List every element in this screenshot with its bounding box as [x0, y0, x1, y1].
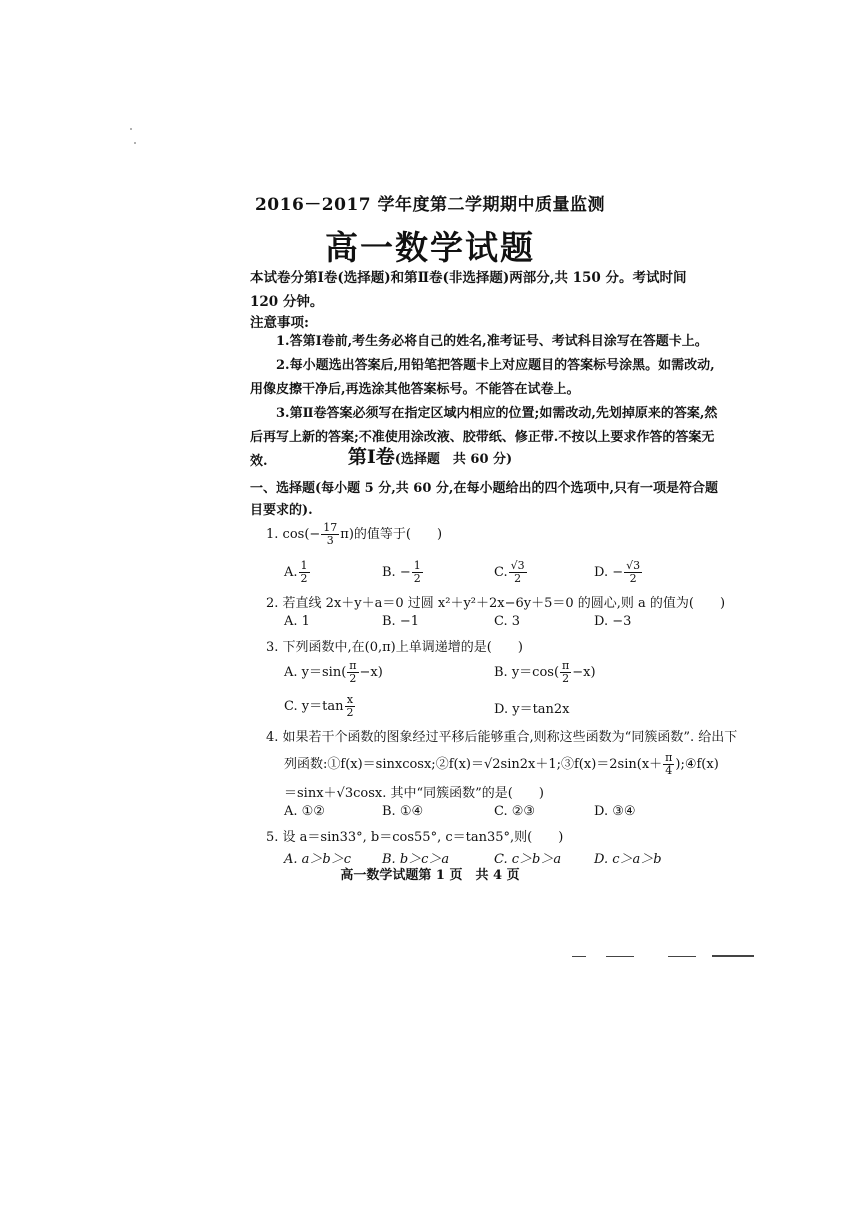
- q1-opt-d-den: 2: [629, 572, 637, 585]
- q3-opt-c-frac: [344, 694, 355, 719]
- q5-option-d: D. c＞a＞b: [594, 852, 662, 867]
- q4-option-d: D. ③④: [594, 804, 636, 819]
- q5-option-b: B. b＞c＞a: [382, 852, 450, 867]
- q1-fraction: [321, 522, 339, 547]
- section-title-sub: (选择题 共 60 分): [394, 452, 513, 467]
- question-1-stem: [266, 522, 442, 547]
- q3-option-c: [284, 694, 356, 719]
- q3-option-b: [494, 660, 596, 685]
- q3-opt-a-frac: [347, 660, 358, 685]
- q4-line2-frac: [663, 752, 674, 777]
- q4-line2-post: );④f(x): [675, 757, 719, 772]
- scan-smudge: [712, 955, 754, 957]
- q1-option-b: [382, 560, 424, 585]
- q2-option-b: B. −1: [382, 614, 419, 629]
- page-footer: 高一数学试题第 1 页 共 4 页: [340, 868, 520, 883]
- intro-paragraph: 本试卷分第Ⅰ卷(选择题)和第Ⅱ卷(非选择题)两部分,共 150 分。考试时间 120 分钟。: [250, 270, 687, 310]
- q1-opt-d-label: D. −: [594, 565, 624, 580]
- q1-opt-a-den: 2: [300, 572, 308, 585]
- q1-opt-b-den: 2: [413, 572, 421, 585]
- q1-opt-b-frac: [412, 560, 423, 585]
- q3-opt-b-frac: [560, 660, 571, 685]
- q3-opt-a-num: π: [349, 659, 357, 672]
- q1-opt-c-den: 2: [514, 572, 522, 585]
- q2-option-d: D. −3: [594, 614, 632, 629]
- q1-text-pre: 1. cos(−: [266, 527, 321, 542]
- q1-opt-b-num: 1: [413, 559, 421, 572]
- scan-smudge: [572, 956, 586, 957]
- section-title: [0, 442, 860, 469]
- q3-opt-a-pre: A. y＝sin(: [284, 665, 347, 680]
- q1-text-post: π)的值等于( ): [340, 527, 443, 542]
- q3-opt-c-pre: C. y＝tan: [284, 699, 344, 714]
- exam-title: 高一数学试题: [325, 228, 535, 267]
- question-4-line-1: 4. 如果若干个函数的图象经过平移后能够重合,则称这些函数为“同簇函数”. 给出下: [266, 730, 738, 745]
- exam-subtitle: 2016－2017 学年度第二学期期中质量监测: [254, 195, 606, 215]
- q1-opt-b-label: B. −: [382, 565, 411, 580]
- section-title-main: 第Ⅰ卷: [347, 446, 395, 468]
- q3-opt-b-pre: B. y＝cos(: [494, 665, 560, 680]
- question-3-stem: 3. 下列函数中,在(0,π)上单调递增的是( ): [266, 640, 523, 655]
- q3-opt-b-num: π: [562, 659, 570, 672]
- scan-smudge: [668, 956, 696, 957]
- question-4-line-2: [284, 752, 719, 777]
- scan-speck: [130, 128, 132, 130]
- q1-frac-den: 3: [326, 534, 334, 547]
- q2-option-a: A. 1: [284, 614, 310, 629]
- scan-speck: [134, 142, 136, 144]
- part-one-instructions: 一、选择题(每小题 5 分,共 60 分,在每小题给出的四个选项中,只有一项是符合题目要求的).: [250, 481, 718, 518]
- q1-option-c: [494, 560, 528, 585]
- question-2-stem: 2. 若直线 2x＋y＋a＝0 过圆 x²＋y²＋2x−6y＋5＝0 的圆心,则 a 的值为( ): [266, 596, 726, 611]
- q3-opt-a-post: −x): [359, 665, 383, 680]
- note-item-2: 2.每小题选出答案后,用铅笔把答题卡上对应题目的答案标号涂黑。如需改动,用像皮擦干净后,再选涂其他答案标号。不能答在试卷上。: [250, 358, 715, 397]
- q4-option-a: A. ①②: [284, 804, 325, 819]
- notes-heading: 注意事项:: [250, 315, 309, 331]
- q3-opt-a-den: 2: [349, 672, 357, 685]
- q4-line2-den: 4: [665, 764, 673, 777]
- q4-line2-pre: 列函数:①f(x)＝sinxcosx;②f(x)＝√2sin2x＋1;③f(x)＝2sin(x＋: [284, 757, 663, 772]
- q4-option-b: B. ①④: [382, 804, 424, 819]
- q1-frac-num: 17: [323, 521, 338, 534]
- q1-opt-d-num: √3: [626, 559, 641, 572]
- q1-opt-a-num: 1: [300, 559, 308, 572]
- q3-option-a: [284, 660, 383, 685]
- q1-option-d: [594, 560, 643, 585]
- question-4-line-3: ＝sinx＋√3cosx. 其中“同簇函数”的是( ): [284, 786, 544, 801]
- q3-opt-b-post: −x): [572, 665, 596, 680]
- q5-option-a: A. a＞b＞c: [284, 852, 352, 867]
- q3-opt-b-den: 2: [562, 672, 570, 685]
- q1-opt-c-frac: [509, 560, 527, 585]
- q5-option-c: C. c＞b＞a: [494, 852, 562, 867]
- q4-option-c: C. ②③: [494, 804, 536, 819]
- q4-line2-num: π: [665, 751, 673, 764]
- note-item-1: 1.答第Ⅰ卷前,考生务必将自己的姓名,准考证号、考试科目涂写在答题卡上。: [276, 334, 708, 349]
- q3-option-d: D. y＝tan2x: [494, 702, 570, 717]
- q3-opt-c-den: 2: [346, 706, 354, 719]
- q1-option-a: [284, 560, 311, 585]
- q1-opt-c-label: C.: [494, 565, 508, 580]
- q2-option-c: C. 3: [494, 614, 521, 629]
- q1-opt-c-num: √3: [510, 559, 525, 572]
- q1-opt-a-frac: [299, 560, 310, 585]
- q1-opt-a-label: A.: [284, 565, 298, 580]
- note-item-3: 3.第Ⅱ卷答案必须写在指定区域内相应的位置;如需改动,先划掉原来的答案,然后再写上新的答案;不准使用涂改液、胶带纸、修正带.不按以上要求作答的答案无效.: [250, 406, 718, 469]
- q3-opt-c-num: x: [346, 693, 354, 706]
- q1-opt-d-frac: [624, 560, 642, 585]
- question-5-stem: 5. 设 a＝sin33°, b＝cos55°, c＝tan35°,则( ): [266, 830, 564, 845]
- scan-smudge: [606, 956, 634, 957]
